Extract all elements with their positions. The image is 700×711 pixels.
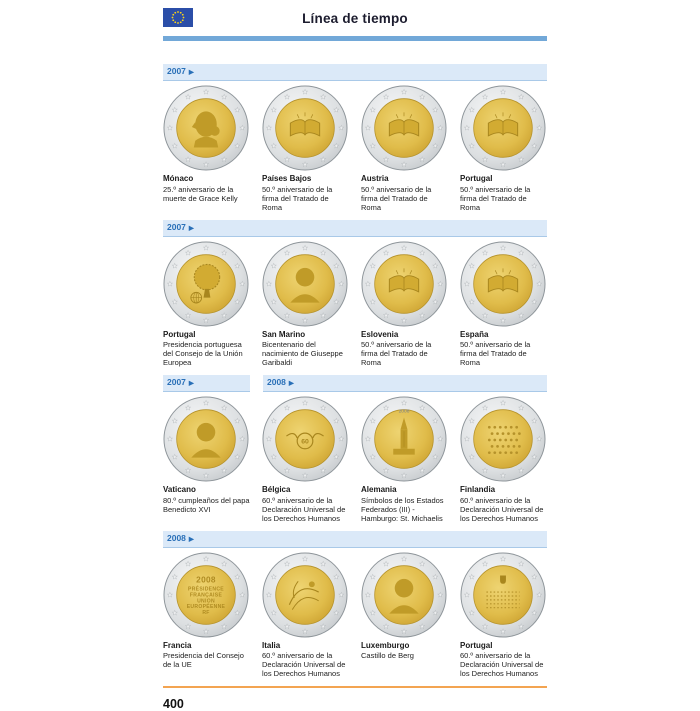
svg-text:★: ★ <box>531 107 538 115</box>
svg-text:★: ★ <box>432 418 439 426</box>
svg-text:★: ★ <box>338 436 345 444</box>
svg-text:★: ★ <box>171 454 178 462</box>
coin-country-label: Portugal <box>460 174 493 183</box>
svg-text:★: ★ <box>531 454 538 462</box>
svg-text:★: ★ <box>333 454 340 462</box>
svg-text:★: ★ <box>500 627 506 635</box>
coin-cell <box>262 85 349 213</box>
svg-text:★: ★ <box>302 627 308 635</box>
svg-text:★: ★ <box>203 399 209 407</box>
svg-text:★: ★ <box>171 609 178 617</box>
svg-text:★: ★ <box>185 467 191 475</box>
svg-text:★: ★ <box>171 143 178 151</box>
coin-description: 25.º aniversario de la muerte de Grace Kelly <box>163 184 238 203</box>
svg-text:★: ★ <box>166 280 173 288</box>
coin-description: 50.º aniversario de la firma del Tratado de Roma <box>262 184 333 212</box>
svg-text:★: ★ <box>468 609 475 617</box>
svg-text:★: ★ <box>302 161 308 169</box>
svg-text:★: ★ <box>463 280 470 288</box>
svg-text:★: ★ <box>518 311 524 319</box>
svg-text:★: ★ <box>203 627 209 635</box>
svg-text:★: ★ <box>500 244 506 252</box>
coin-description: 80.º cumpleaños del papa Benedicto XVI <box>163 495 250 514</box>
coin-country-label: España <box>460 329 489 339</box>
svg-text:★: ★ <box>468 418 475 426</box>
svg-text:★: ★ <box>320 93 326 101</box>
coin-country-label: Portugal <box>163 329 196 339</box>
svg-text:★: ★ <box>369 262 376 270</box>
svg-text:★: ★ <box>302 472 308 480</box>
header-rule <box>163 36 547 41</box>
svg-text:★: ★ <box>364 125 371 133</box>
coin-country-label: Mónaco <box>163 174 194 183</box>
svg-text:★: ★ <box>482 467 488 475</box>
svg-text:★: ★ <box>302 316 308 324</box>
svg-text:★: ★ <box>338 591 345 599</box>
coin-country-label: Italia <box>262 640 281 650</box>
coin-cell <box>361 85 448 213</box>
svg-text:★: ★ <box>432 298 439 306</box>
coin-description: 60.º aniversario de la Declaración Universal de los Derechos Humanos <box>262 495 346 523</box>
svg-text:★: ★ <box>302 244 308 252</box>
svg-text:★: ★ <box>270 454 277 462</box>
coin-description: 50.º aniversario de la firma del Tratado de Roma <box>460 340 531 367</box>
svg-text:★: ★ <box>234 573 241 581</box>
year-section <box>163 220 547 369</box>
svg-text:60: 60 <box>301 438 309 446</box>
coin-cell <box>163 396 250 524</box>
svg-text:★: ★ <box>185 93 191 101</box>
svg-text:★: ★ <box>221 622 227 630</box>
coin-image <box>361 396 447 482</box>
svg-text:★: ★ <box>284 249 290 257</box>
svg-text:★: ★ <box>500 161 506 169</box>
svg-text:★: ★ <box>401 555 407 563</box>
svg-text:★: ★ <box>369 418 376 426</box>
coin-country-label: Francia <box>163 640 192 650</box>
coin-image <box>460 552 546 638</box>
coin-description: Presidencia del Consejo de la UE <box>163 651 244 669</box>
coin-image <box>460 85 546 171</box>
svg-text:★: ★ <box>482 93 488 101</box>
svg-text:★: ★ <box>369 143 376 151</box>
svg-text:★: ★ <box>364 591 371 599</box>
svg-text:★: ★ <box>364 280 371 288</box>
svg-text:★: ★ <box>203 316 209 324</box>
svg-text:★: ★ <box>171 418 178 426</box>
coin-country-label: Alemania <box>361 485 397 494</box>
svg-text:★: ★ <box>468 107 475 115</box>
coin-description: Presidencia portuguesa del Consejo de la Unión Europea <box>163 340 243 367</box>
coin-country-label: Eslovenia <box>361 329 399 339</box>
svg-text:★: ★ <box>302 88 308 96</box>
coin-cell <box>361 552 448 680</box>
svg-text:★: ★ <box>364 436 371 444</box>
coin-description: 50.º aniversario de la firma del Tratado de Roma <box>361 340 432 367</box>
svg-text:★: ★ <box>185 404 191 412</box>
coin-cell <box>163 85 250 213</box>
svg-text:★: ★ <box>419 560 425 568</box>
svg-text:★: ★ <box>369 298 376 306</box>
svg-text:★: ★ <box>203 555 209 563</box>
svg-text:★: ★ <box>333 418 340 426</box>
catalog-page <box>163 8 547 711</box>
coin-cell <box>460 552 547 680</box>
svg-text:★: ★ <box>419 467 425 475</box>
svg-text:PRÉSIDENCE: PRÉSIDENCE <box>188 586 224 593</box>
svg-text:★: ★ <box>518 93 524 101</box>
svg-text:★: ★ <box>239 591 246 599</box>
coin-grid <box>163 241 547 369</box>
coin-description: Símbolos de los Estados Federados (III) - Hamburgo: St. Michaelis <box>361 495 444 523</box>
coin-description: 60.º aniversario de la Declaración Universal de los Derechos Humanos <box>262 651 346 678</box>
svg-text:★: ★ <box>270 609 277 617</box>
svg-text:★: ★ <box>171 262 178 270</box>
svg-text:★: ★ <box>284 560 290 568</box>
svg-text:★: ★ <box>265 280 272 288</box>
svg-text:★: ★ <box>333 573 340 581</box>
svg-text:★: ★ <box>383 93 389 101</box>
coin-image <box>163 552 249 638</box>
year-banner <box>163 531 547 548</box>
page-number: 400 <box>163 697 184 711</box>
svg-text:★: ★ <box>234 107 241 115</box>
svg-text:★: ★ <box>270 418 277 426</box>
svg-text:★: ★ <box>203 161 209 169</box>
coin-grid <box>163 85 547 213</box>
coin-country-label: Portugal <box>460 640 493 650</box>
svg-text:★: ★ <box>531 143 538 151</box>
svg-text:★: ★ <box>284 467 290 475</box>
svg-text:★: ★ <box>401 472 407 480</box>
coin-image <box>262 85 348 171</box>
svg-text:★: ★ <box>333 143 340 151</box>
svg-text:RF: RF <box>202 609 210 616</box>
svg-text:★: ★ <box>265 436 272 444</box>
coin-image <box>361 241 447 327</box>
coin-cell <box>163 552 250 680</box>
svg-text:★: ★ <box>284 156 290 164</box>
svg-text:★: ★ <box>270 298 277 306</box>
arrow-right-icon: ▶ <box>188 224 194 232</box>
svg-text:★: ★ <box>463 591 470 599</box>
svg-text:★: ★ <box>221 249 227 257</box>
svg-text:★: ★ <box>432 262 439 270</box>
coin-cell <box>460 396 547 524</box>
svg-text:★: ★ <box>383 560 389 568</box>
coin-country-label: Finlandia <box>460 485 496 494</box>
svg-text:★: ★ <box>419 404 425 412</box>
svg-text:★: ★ <box>234 609 241 617</box>
svg-text:★: ★ <box>239 280 246 288</box>
arrow-right-icon: ▶ <box>188 380 194 387</box>
svg-text:★: ★ <box>320 156 326 164</box>
svg-text:★: ★ <box>221 560 227 568</box>
svg-text:★: ★ <box>401 627 407 635</box>
svg-text:★: ★ <box>203 244 209 252</box>
svg-text:★: ★ <box>500 88 506 96</box>
svg-text:★: ★ <box>284 622 290 630</box>
coin-cell <box>460 241 547 369</box>
svg-text:★: ★ <box>531 418 538 426</box>
svg-text:★: ★ <box>518 404 524 412</box>
svg-text:★: ★ <box>320 249 326 257</box>
coin-image <box>460 396 546 482</box>
coin-cell <box>361 396 448 524</box>
svg-text:★: ★ <box>320 467 326 475</box>
svg-text:★: ★ <box>221 311 227 319</box>
svg-text:★: ★ <box>203 88 209 96</box>
coin-description: Castillo de Berg <box>361 651 414 660</box>
svg-text:★: ★ <box>500 399 506 407</box>
svg-text:EUROPÉENNE: EUROPÉENNE <box>186 603 226 610</box>
svg-text:★: ★ <box>482 560 488 568</box>
coin-cell <box>361 241 448 369</box>
svg-text:★: ★ <box>482 156 488 164</box>
svg-text:FRANÇAISE: FRANÇAISE <box>189 591 223 598</box>
coin-image <box>163 396 249 482</box>
svg-text:★: ★ <box>333 298 340 306</box>
svg-text:★: ★ <box>536 436 543 444</box>
svg-text:★: ★ <box>383 467 389 475</box>
svg-text:★: ★ <box>369 573 376 581</box>
coin-cell <box>262 552 349 680</box>
arrow-right-icon: ▶ <box>288 380 294 387</box>
svg-text:★: ★ <box>302 555 308 563</box>
svg-text:★: ★ <box>171 107 178 115</box>
coin-description: 60.º aniversario de la Declaración Universal de los Derechos Humanos <box>460 495 544 523</box>
svg-text:★: ★ <box>171 298 178 306</box>
coin-description: 60.º aniversario de la Declaración Universal de los Derechos Humanos <box>460 651 544 678</box>
arrow-right-icon: ▶ <box>188 535 194 543</box>
svg-text:★: ★ <box>338 280 345 288</box>
svg-text:★: ★ <box>463 125 470 133</box>
svg-text:★: ★ <box>432 573 439 581</box>
svg-text:★: ★ <box>432 143 439 151</box>
svg-text:★: ★ <box>234 454 241 462</box>
banner-row <box>163 531 547 548</box>
svg-text:★: ★ <box>185 311 191 319</box>
svg-text:★: ★ <box>320 622 326 630</box>
svg-text:★: ★ <box>284 93 290 101</box>
coin-image <box>262 552 348 638</box>
svg-text:★: ★ <box>166 125 173 133</box>
svg-text:★: ★ <box>419 93 425 101</box>
coin-country-label: Bélgica <box>262 485 291 494</box>
svg-text:★: ★ <box>185 249 191 257</box>
coin-image <box>262 396 348 482</box>
svg-text:★: ★ <box>468 573 475 581</box>
svg-text:★: ★ <box>320 560 326 568</box>
svg-text:★: ★ <box>531 262 538 270</box>
year-banner-label: 2007 <box>167 377 186 387</box>
svg-text:★: ★ <box>437 591 444 599</box>
svg-text:★: ★ <box>221 467 227 475</box>
year-banner <box>163 375 250 392</box>
year-banner <box>263 375 547 392</box>
coin-image <box>361 552 447 638</box>
svg-text:★: ★ <box>234 418 241 426</box>
svg-text:★: ★ <box>320 404 326 412</box>
svg-text:★: ★ <box>270 262 277 270</box>
svg-text:★: ★ <box>221 93 227 101</box>
svg-text:★: ★ <box>185 622 191 630</box>
svg-text:★: ★ <box>333 107 340 115</box>
svg-text:★: ★ <box>239 125 246 133</box>
svg-text:★: ★ <box>333 262 340 270</box>
svg-text:★: ★ <box>284 404 290 412</box>
svg-text:★: ★ <box>432 107 439 115</box>
svg-text:★: ★ <box>500 555 506 563</box>
svg-text:★: ★ <box>369 609 376 617</box>
svg-text:★: ★ <box>401 399 407 407</box>
svg-text:★: ★ <box>482 249 488 257</box>
svg-text:★: ★ <box>437 125 444 133</box>
coin-cell <box>262 241 349 369</box>
svg-text:★: ★ <box>518 156 524 164</box>
svg-text:★: ★ <box>333 609 340 617</box>
svg-text:★: ★ <box>302 399 308 407</box>
coin-description: 50.º aniversario de la firma del Tratado de Roma <box>361 184 432 212</box>
coin-country-label: Luxemburgo <box>361 640 410 650</box>
year-banner-label: 2007 <box>167 221 186 232</box>
coin-cell <box>262 396 349 524</box>
svg-text:★: ★ <box>536 591 543 599</box>
svg-text:★: ★ <box>383 249 389 257</box>
svg-text:★: ★ <box>221 404 227 412</box>
year-section <box>163 64 547 213</box>
svg-text:★: ★ <box>203 472 209 480</box>
coin-country-label: Vaticano <box>163 485 196 494</box>
coin-image <box>460 241 546 327</box>
svg-text:★: ★ <box>518 560 524 568</box>
year-section <box>163 375 547 524</box>
svg-text:★: ★ <box>166 436 173 444</box>
banner-row <box>163 375 547 392</box>
svg-text:2008: 2008 <box>196 573 216 584</box>
svg-text:★: ★ <box>437 280 444 288</box>
svg-text:★: ★ <box>518 467 524 475</box>
svg-text:★: ★ <box>383 622 389 630</box>
svg-text:★: ★ <box>419 249 425 257</box>
svg-text:★: ★ <box>234 262 241 270</box>
svg-text:★: ★ <box>171 573 178 581</box>
svg-text:★: ★ <box>531 609 538 617</box>
svg-text:★: ★ <box>482 311 488 319</box>
coin-description: Bicentenario del nacimiento de Giuseppe Garibaldi <box>262 340 343 367</box>
year-banner-label: 2007 <box>167 66 186 76</box>
page-title: Línea de tiempo <box>302 11 408 26</box>
year-banner-label: 2008 <box>167 532 186 543</box>
svg-text:★: ★ <box>468 298 475 306</box>
svg-text:★: ★ <box>482 622 488 630</box>
svg-text:★: ★ <box>166 591 173 599</box>
svg-text:★: ★ <box>468 454 475 462</box>
coin-country-label: San Marino <box>262 329 306 339</box>
svg-text:★: ★ <box>500 316 506 324</box>
svg-text:★: ★ <box>500 472 506 480</box>
svg-text:★: ★ <box>531 298 538 306</box>
timeline-sections <box>163 64 547 679</box>
svg-text:★: ★ <box>432 454 439 462</box>
svg-text:★: ★ <box>265 125 272 133</box>
year-banner <box>163 64 547 81</box>
svg-text:★: ★ <box>401 316 407 324</box>
svg-text:★: ★ <box>536 280 543 288</box>
svg-text:★: ★ <box>383 311 389 319</box>
coin-image <box>163 241 249 327</box>
svg-text:★: ★ <box>369 454 376 462</box>
page-header <box>163 8 547 28</box>
svg-text:★: ★ <box>338 125 345 133</box>
svg-text:★: ★ <box>419 311 425 319</box>
banner-row <box>163 64 547 81</box>
svg-text:★: ★ <box>482 404 488 412</box>
svg-text:★: ★ <box>185 560 191 568</box>
svg-text:★: ★ <box>531 573 538 581</box>
coin-grid <box>163 396 547 524</box>
svg-text:★: ★ <box>234 143 241 151</box>
svg-text:★: ★ <box>320 311 326 319</box>
svg-text:UNION: UNION <box>197 597 215 604</box>
svg-text:★: ★ <box>468 262 475 270</box>
svg-text:★: ★ <box>265 591 272 599</box>
svg-text:2008: 2008 <box>398 409 410 415</box>
svg-text:★: ★ <box>518 622 524 630</box>
coin-country-label: Austria <box>361 174 389 183</box>
coin-cell <box>163 241 250 369</box>
svg-text:★: ★ <box>401 161 407 169</box>
coin-image <box>163 85 249 171</box>
svg-text:★: ★ <box>369 107 376 115</box>
svg-text:★: ★ <box>401 88 407 96</box>
svg-text:★: ★ <box>270 573 277 581</box>
year-banner <box>163 220 547 237</box>
svg-text:★: ★ <box>239 436 246 444</box>
svg-text:★: ★ <box>270 107 277 115</box>
year-banner-label: 2008 <box>267 377 286 387</box>
svg-text:★: ★ <box>383 404 389 412</box>
arrow-right-icon: ▶ <box>188 69 194 76</box>
svg-text:★: ★ <box>284 311 290 319</box>
coin-image <box>361 85 447 171</box>
coin-cell <box>460 85 547 213</box>
svg-text:★: ★ <box>432 609 439 617</box>
svg-text:★: ★ <box>536 125 543 133</box>
svg-text:★: ★ <box>419 622 425 630</box>
svg-text:★: ★ <box>401 244 407 252</box>
svg-text:★: ★ <box>234 298 241 306</box>
svg-text:★: ★ <box>383 156 389 164</box>
svg-text:★: ★ <box>270 143 277 151</box>
coin-image <box>262 241 348 327</box>
svg-text:★: ★ <box>468 143 475 151</box>
coin-grid <box>163 552 547 680</box>
svg-text:★: ★ <box>437 436 444 444</box>
svg-text:★: ★ <box>185 156 191 164</box>
coin-country-label: Países Bajos <box>262 174 312 183</box>
coin-description: 50.º aniversario de la firma del Tratado de Roma <box>460 184 531 212</box>
svg-text:★: ★ <box>463 436 470 444</box>
year-section <box>163 531 547 680</box>
svg-text:★: ★ <box>419 156 425 164</box>
svg-text:★: ★ <box>221 156 227 164</box>
svg-text:★: ★ <box>518 249 524 257</box>
banner-row <box>163 220 547 237</box>
footer-rule <box>163 686 547 688</box>
